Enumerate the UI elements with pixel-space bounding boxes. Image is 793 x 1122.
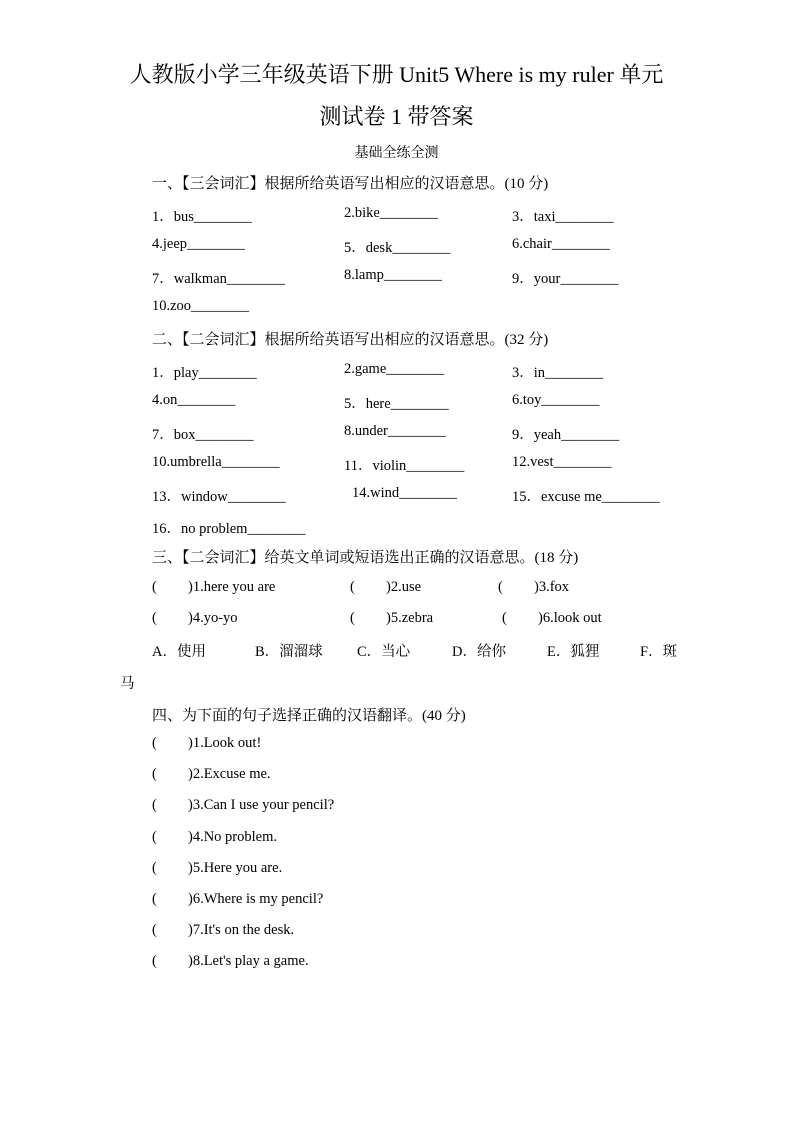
section1-item: 3．taxi________	[512, 209, 614, 225]
section1-item: 6.chair________	[512, 236, 610, 252]
question-text: )2.Excuse me.	[188, 766, 271, 782]
option-b: B．溜溜球	[255, 644, 323, 660]
section1-item: 5．desk________	[344, 240, 451, 256]
question-text: )5.Here you are.	[188, 860, 283, 876]
section3-question	[350, 610, 433, 627]
question-text: )3.Can I use your pencil?	[188, 797, 335, 813]
question-text: )1.Look out!	[188, 735, 262, 751]
section2-item: 3．in________	[512, 365, 604, 381]
answer-paren: (	[498, 579, 503, 595]
option-f-wrap: 马	[120, 676, 135, 692]
question-text: )6.look out	[538, 610, 602, 626]
section1-item: 8.lamp________	[344, 267, 442, 283]
section4-question	[152, 735, 261, 752]
section1-heading: 一、【三会词汇】根据所给英语写出相应的汉语意思。(10 分)	[152, 176, 549, 192]
document-subtitle: 基础全练全测	[354, 146, 439, 161]
question-text: )4.No problem.	[188, 829, 277, 845]
section2-heading: 二、【二会词汇】根据所给英语写出相应的汉语意思。(32 分)	[152, 332, 549, 348]
answer-paren: (	[350, 610, 355, 626]
question-text: )7.It's on the desk.	[188, 922, 295, 938]
question-text: )4.yo-yo	[188, 610, 238, 626]
answer-paren: (	[152, 891, 157, 907]
section2-item: 13．window________	[152, 489, 286, 505]
section2-item: 10.umbrella________	[152, 454, 280, 470]
section4-question	[152, 891, 323, 908]
section2-item: 6.toy________	[512, 392, 600, 408]
question-text: )2.use	[386, 579, 422, 595]
section4-question	[152, 797, 334, 814]
section3-question	[152, 579, 275, 596]
section1-item: 1．bus________	[152, 209, 252, 225]
section1-item: 2.bike________	[344, 205, 438, 221]
document-title-line1: 人教版小学三年级英语下册 Unit5 Where is my ruler 单元	[129, 62, 664, 87]
section4-question	[152, 953, 309, 970]
option-d: D．给你	[452, 644, 506, 660]
section2-item: 11．violin________	[344, 458, 465, 474]
section3-question	[350, 579, 421, 596]
answer-paren: (	[152, 735, 157, 751]
option-a: A．使用	[152, 644, 206, 660]
section2-item: 1．play________	[152, 365, 257, 381]
section2-item: 8.under________	[344, 423, 446, 439]
section3-question	[498, 579, 569, 596]
section3-question	[152, 610, 238, 627]
option-f: F．斑	[640, 644, 678, 660]
question-text: )8.Let's play a game.	[188, 953, 309, 969]
answer-paren: (	[152, 610, 157, 626]
question-text: )5.zebra	[386, 610, 434, 626]
section2-item: 2.game________	[344, 361, 445, 377]
section2-item: 16．no problem________	[152, 521, 306, 537]
section4-question	[152, 766, 271, 783]
section1-item: 7．walkman________	[152, 271, 285, 287]
section4-question	[152, 829, 277, 846]
section1-item: 9．your________	[512, 271, 619, 287]
question-text: )6.Where is my pencil?	[188, 891, 324, 907]
answer-paren: (	[152, 579, 157, 595]
section2-item: 14.wind________	[352, 485, 458, 501]
answer-paren: (	[152, 766, 157, 782]
section1-item: 4.jeep________	[152, 236, 246, 252]
question-text: )1.here you are	[188, 579, 276, 595]
answer-paren: (	[350, 579, 355, 595]
section3-heading: 三、【二会词汇】给英文单词或短语选出正确的汉语意思。(18 分)	[152, 550, 579, 566]
section4-question	[152, 860, 282, 877]
option-c: C．当心	[357, 644, 411, 660]
answer-paren: (	[152, 922, 157, 938]
answer-paren: (	[152, 797, 157, 813]
section2-item: 4.on________	[152, 392, 236, 408]
section4-question	[152, 922, 294, 939]
answer-paren: (	[502, 610, 507, 626]
document-title-line2: 测试卷 1 带答案	[319, 104, 474, 129]
question-text: )3.fox	[534, 579, 570, 595]
answer-paren: (	[152, 829, 157, 845]
section2-item: 5．here________	[344, 396, 449, 412]
section2-item: 12.vest________	[512, 454, 612, 470]
answer-paren: (	[152, 860, 157, 876]
option-e: E．狐狸	[547, 644, 600, 660]
answer-paren: (	[152, 953, 157, 969]
section2-item: 7．box________	[152, 427, 254, 443]
section3-question	[502, 610, 602, 627]
section2-item: 15．excuse me________	[512, 489, 660, 505]
section4-heading: 四、为下面的句子选择正确的汉语翻译。(40 分)	[152, 708, 466, 724]
section2-item: 9．yeah________	[512, 427, 620, 443]
section1-item: 10.zoo________	[152, 298, 250, 314]
